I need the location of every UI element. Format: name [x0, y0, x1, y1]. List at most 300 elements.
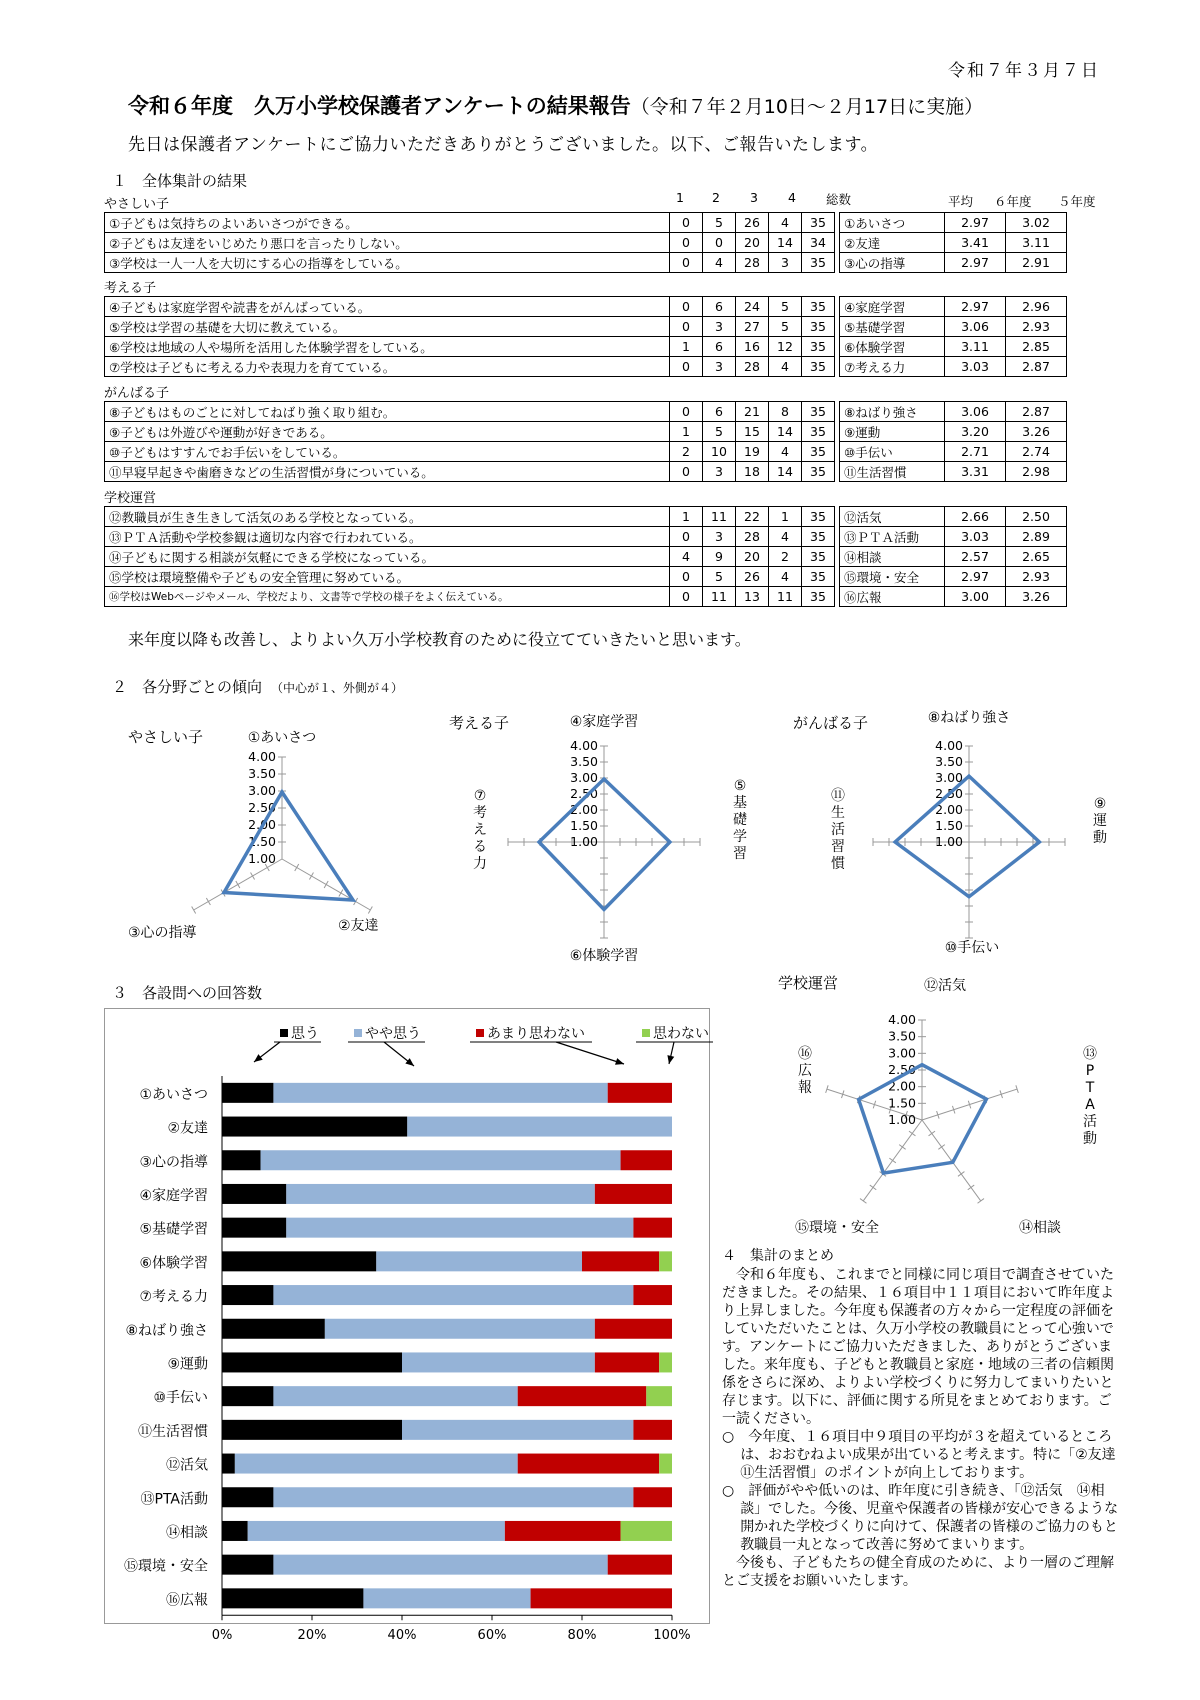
bar-segment [235, 1454, 518, 1474]
count-cell: 4 [670, 547, 703, 567]
bar-segment [633, 1285, 672, 1305]
bar-segment [505, 1521, 621, 1541]
count-cell: 0 [670, 567, 703, 587]
x-tick-label: 20% [297, 1628, 327, 1644]
year6-avg-cell: 3.03 [945, 357, 1006, 377]
radar-tick [339, 890, 343, 897]
section4-heading: ４ 集計のまとめ [722, 1248, 834, 1264]
radar-series [224, 792, 353, 900]
radar-tick-label: 1.00 [888, 1112, 916, 1127]
count-cell: 3 [703, 317, 736, 337]
count-cell: 6 [703, 297, 736, 317]
count-cell: 4 [769, 357, 802, 377]
count-cell: 28 [736, 357, 769, 377]
year5-avg-cell: 3.26 [1006, 587, 1067, 607]
summary-p4: 今後も、子どもたちの健全育成のために、より一層のご理解とご支援をお願いいたします。 [722, 1555, 1114, 1589]
x-tick-label: 100% [653, 1628, 691, 1644]
summary-text [722, 1266, 1130, 1590]
count-cell: 35 [802, 507, 835, 527]
radar-axis-label: 習 [831, 839, 845, 855]
bar-segment [407, 1117, 672, 1137]
bar-segment [222, 1588, 363, 1608]
radar-axis-label: ⑧ねばり強さ [927, 710, 1011, 726]
radar-tick-label: 3.50 [570, 754, 598, 769]
count-cell: 0 [670, 587, 703, 607]
count-cell: 3 [769, 253, 802, 273]
radar-tick [309, 873, 313, 880]
count-cell: 0 [670, 297, 703, 317]
legend-label: あまり思わない [487, 1026, 585, 1042]
count-cell: 0 [670, 462, 703, 482]
count-cell: 35 [802, 253, 835, 273]
bar-segment [286, 1184, 595, 1204]
question-cell: ⑨子どもは外遊びや運動が好きである。 [105, 422, 670, 442]
count-cell: 3 [703, 357, 736, 377]
col-header-5: 総数 [826, 192, 852, 207]
year6-avg-cell: 3.06 [945, 402, 1006, 422]
avg-header: 平均 [948, 194, 974, 209]
radar-axis-label: え [473, 822, 487, 838]
count-cell: 26 [736, 567, 769, 587]
radar-tick-label: 3.50 [935, 754, 963, 769]
category-label: ③心の指導 [139, 1154, 208, 1171]
radar-tick [192, 907, 196, 914]
question-cell: ⑭子どもに関する相談が気軽にできる学校になっている。 [105, 547, 670, 567]
radar-tick [978, 1199, 984, 1204]
abbr-cell: ⑭相談 [840, 547, 945, 567]
legend-arrowhead [667, 1055, 674, 1064]
year6-avg-cell: 3.31 [945, 462, 1006, 482]
radar-axis-label: 生 [831, 805, 845, 821]
legend-swatch [354, 1029, 362, 1037]
intro-text: 先日は保護者アンケートにご協力いただきありがとうございました。以下、ご報告いたします。 [128, 135, 879, 155]
count-cell: 35 [802, 547, 835, 567]
radar-axis-label: 広 [798, 1063, 812, 1079]
year6-avg-cell: 2.97 [945, 253, 1006, 273]
abbr-cell: ⑯広報 [840, 587, 945, 607]
radar-tick-label: 3.00 [248, 783, 276, 798]
count-cell: 1 [670, 507, 703, 527]
count-cell: 8 [769, 402, 802, 422]
bar-segment [222, 1218, 286, 1238]
bar-segment [222, 1083, 273, 1103]
count-cell: 35 [802, 297, 835, 317]
count-cell: 14 [769, 233, 802, 253]
radar-tick-label: 2.00 [935, 802, 963, 817]
count-cell: 35 [802, 337, 835, 357]
bar-segment [222, 1487, 273, 1507]
summary-p2: ○ 今年度、１６項目中９項目の平均が３を超えているところは、おおむねよい成果が出ていると考えます。特に「②友達 ⑪生活習慣」のポイントが向上しております。 [722, 1429, 1130, 1481]
radar-axis-label: ⑤ [733, 778, 747, 794]
count-cell: 0 [703, 233, 736, 253]
question-cell: ⑬ＰＴＡ活動や学校参観は適切な内容で行われている。 [105, 527, 670, 547]
legend-swatch [476, 1029, 484, 1037]
question-cell: ⑪早寝早起きや歯磨きなどの生活習慣が身についている。 [105, 462, 670, 482]
count-cell: 6 [703, 337, 736, 357]
abbr-cell: ⑩手伝い [840, 442, 945, 462]
bar-segment [273, 1386, 517, 1406]
radar-tick [938, 1145, 944, 1150]
col-header-3: 3 [750, 190, 758, 205]
year5-avg-cell: 2.96 [1006, 297, 1067, 317]
summary-p3: ○ 評価がやや低いのは、昨年度に引き続き、「⑫活気 ⑭相談」でした。今後、児童や保護者の皆様が安心できるような開かれた学校づくりに向けて、保護者の皆様のご協力のもと教職員一丸となって改善に努めてまいります。 [722, 1483, 1119, 1553]
radar-tick-label: 3.00 [570, 770, 598, 785]
abbr-cell: ⑧ねばり強さ [840, 402, 945, 422]
legend-label: 思わない [653, 1026, 709, 1042]
question-cell: ⑦学校は子どもに考える力や表現力を育てている。 [105, 357, 670, 377]
count-cell: 14 [769, 462, 802, 482]
bar-segment [608, 1555, 672, 1575]
radar-title: がんばる子 [793, 714, 869, 732]
section1-heading: １ 全体集計の結果 [112, 172, 248, 190]
radar-tick-label: 3.00 [888, 1045, 916, 1061]
year6-avg-cell: 3.41 [945, 233, 1006, 253]
year6-avg-cell: 2.71 [945, 442, 1006, 462]
count-cell: 5 [703, 567, 736, 587]
category-label: ⑨運動 [167, 1356, 208, 1373]
radar-tick-label: 2.50 [935, 786, 963, 801]
bar-segment [363, 1588, 530, 1608]
count-cell: 2 [670, 442, 703, 462]
radar-axis-label: 運 [1093, 813, 1107, 829]
x-tick-label: 0% [211, 1628, 233, 1644]
bar-segment [595, 1352, 659, 1372]
count-cell: 19 [736, 442, 769, 462]
count-cell: 35 [802, 357, 835, 377]
year5-avg-cell: 2.65 [1006, 547, 1067, 567]
category-label: ⑮環境・安全 [124, 1558, 208, 1575]
count-cell: 0 [670, 317, 703, 337]
year5-avg-cell: 2.85 [1006, 337, 1067, 357]
radar-axis-label: T [1085, 1080, 1095, 1096]
title-main: 令和６年度 久万小学校保護者アンケートの結果報告 [128, 94, 631, 118]
abbr-cell: ⑨運動 [840, 422, 945, 442]
radar-axis-label: 習 [733, 846, 747, 862]
radar-tick [236, 881, 240, 888]
count-cell: 1 [670, 422, 703, 442]
count-cell: 21 [736, 402, 769, 422]
category-label: ⑦考える力 [139, 1289, 208, 1306]
bar-segment [222, 1454, 235, 1474]
category-label: ⑯広報 [166, 1592, 208, 1609]
radar-tick-label: 4.00 [570, 738, 598, 753]
radar-axis-label: ⑫活気 [924, 978, 966, 994]
count-cell: 14 [769, 422, 802, 442]
radar-tick [870, 1185, 876, 1190]
radar-tick-label: 2.00 [248, 817, 276, 832]
radar-tick [295, 864, 299, 871]
legend-label: やや思う [365, 1026, 421, 1042]
count-cell: 18 [736, 462, 769, 482]
count-cell: 11 [703, 507, 736, 527]
count-cell: 4 [769, 527, 802, 547]
radar-tick-label: 1.00 [248, 851, 276, 866]
question-cell: ②子どもは友達をいじめたり悪口を言ったりしない。 [105, 233, 670, 253]
legend-swatch [280, 1029, 288, 1037]
abbr-cell: ⑤基礎学習 [840, 317, 945, 337]
count-cell: 2 [769, 547, 802, 567]
radar-tick [206, 898, 210, 905]
bar-segment [659, 1251, 672, 1271]
question-cell: ⑥学校は地域の人や場所を活用した体験学習をしている。 [105, 337, 670, 357]
radar-tick-label: 1.50 [248, 834, 276, 849]
year6-header: ６年度 [994, 194, 1032, 209]
count-cell: 4 [769, 442, 802, 462]
col-header-1: 1 [676, 190, 684, 205]
abbr-cell: ⑪生活習慣 [840, 462, 945, 482]
category-label: ⑥体験学習 [139, 1255, 208, 1272]
bar-segment [595, 1184, 672, 1204]
count-cell: 35 [802, 462, 835, 482]
count-cell: 0 [670, 357, 703, 377]
year6-avg-cell: 2.66 [945, 507, 1006, 527]
year5-avg-cell: 2.87 [1006, 402, 1067, 422]
question-cell: ⑩子どもはすすんでお手伝いをしている。 [105, 442, 670, 462]
count-cell: 6 [703, 402, 736, 422]
bar-segment [222, 1420, 402, 1440]
radar-tick [968, 1185, 974, 1190]
count-cell: 22 [736, 507, 769, 527]
year6-avg-cell: 2.97 [945, 567, 1006, 587]
bar-segment [325, 1319, 595, 1339]
count-cell: 16 [736, 337, 769, 357]
bar-segment [659, 1454, 672, 1474]
abbr-cell: ②友達 [840, 233, 945, 253]
bar-segment [621, 1150, 672, 1170]
year6-avg-cell: 3.03 [945, 527, 1006, 547]
year6-avg-cell: 3.06 [945, 317, 1006, 337]
count-cell: 3 [703, 462, 736, 482]
radar-tick-label: 4.00 [248, 749, 276, 764]
bar-segment [222, 1150, 261, 1170]
count-cell: 15 [736, 422, 769, 442]
year6-avg-cell: 3.00 [945, 587, 1006, 607]
radar-tick-label: 4.00 [888, 1012, 916, 1027]
year5-header: ５年度 [1058, 194, 1096, 209]
bar-segment [222, 1386, 273, 1406]
count-cell: 12 [769, 337, 802, 357]
count-cell: 11 [769, 587, 802, 607]
stacked-bar-chart [104, 1008, 710, 1644]
count-cell: 34 [802, 233, 835, 253]
year6-avg-cell: 2.57 [945, 547, 1006, 567]
count-cell: 0 [670, 253, 703, 273]
category-label: ⑬PTA活動 [140, 1491, 208, 1508]
question-cell: ③学校は一人一人を大切にする心の指導をしている。 [105, 253, 670, 273]
radar-title: やさしい子 [128, 728, 204, 746]
bar-segment [273, 1555, 607, 1575]
radar-tick [958, 1172, 964, 1177]
bar-segment [518, 1454, 659, 1474]
legend-swatch [642, 1029, 650, 1037]
year6-avg-cell: 3.11 [945, 337, 1006, 357]
radar-axis-label: ⑨ [1093, 796, 1107, 812]
radar-axis-label: る [473, 839, 487, 855]
count-cell: 0 [670, 213, 703, 233]
count-cell: 4 [703, 253, 736, 273]
year5-avg-cell: 2.93 [1006, 567, 1067, 587]
bar-segment [248, 1521, 505, 1541]
count-cell: 9 [703, 547, 736, 567]
abbr-cell: ①あいさつ [840, 213, 945, 233]
radar-tick [929, 1131, 935, 1136]
count-cell: 35 [802, 422, 835, 442]
abbr-cell: ⑦考える力 [840, 357, 945, 377]
year6-avg-cell: 2.97 [945, 297, 1006, 317]
count-cell: 26 [736, 213, 769, 233]
count-cell: 35 [802, 317, 835, 337]
year5-avg-cell: 2.91 [1006, 253, 1067, 273]
category-label: ⑫活気 [166, 1457, 208, 1474]
count-cell: 5 [769, 317, 802, 337]
abbr-cell: ⑮環境・安全 [840, 567, 945, 587]
x-tick-label: 40% [387, 1628, 417, 1644]
col-header-4: 4 [788, 190, 796, 205]
category-label: ⑩手伝い [153, 1390, 208, 1407]
radar-tick [889, 1158, 895, 1163]
x-tick-label: 80% [567, 1628, 597, 1644]
bar-segment [261, 1150, 621, 1170]
year5-avg-cell: 3.02 [1006, 213, 1067, 233]
radar-axis-label: 動 [1093, 830, 1107, 846]
radar-axis-label: 動 [1083, 1131, 1097, 1147]
count-cell: 35 [802, 442, 835, 462]
year5-avg-cell: 2.98 [1006, 462, 1067, 482]
legend-arrowhead [405, 1058, 414, 1066]
count-cell: 20 [736, 547, 769, 567]
question-cell: ⑫教職員が生き生きして活気のある学校となっている。 [105, 507, 670, 527]
bar-segment [518, 1386, 647, 1406]
radar-tick-label: 1.50 [935, 818, 963, 833]
count-cell: 11 [703, 587, 736, 607]
bar-segment [222, 1285, 273, 1305]
radar-axis-label: ①あいさつ [247, 730, 317, 746]
bar-segment [376, 1251, 582, 1271]
year5-avg-cell: 2.50 [1006, 507, 1067, 527]
bar-segment [273, 1285, 633, 1305]
radar-tick [251, 873, 255, 880]
section3-heading: ３ 各設問への回答数 [112, 984, 263, 1002]
radar-tick-label: 2.00 [888, 1078, 916, 1094]
question-cell: ⑯学校はWebページやメール、学校だより、文書等で学校の様子をよく伝えている。 [105, 587, 670, 607]
radar-tick-label: 1.00 [570, 834, 598, 849]
bar-segment [222, 1352, 402, 1372]
category-label: ⑪生活習慣 [138, 1423, 208, 1440]
category-label: ⑭相談 [166, 1524, 208, 1541]
legend-arrowhead [254, 1054, 263, 1062]
group-label: やさしい子 [104, 197, 170, 212]
question-cell: ⑮学校は環境整備や子どもの安全管理に努めている。 [105, 567, 670, 587]
question-cell: ④子どもは家庭学習や読書をがんばっている。 [105, 297, 670, 317]
radar-axis-label: 学 [733, 829, 747, 845]
category-label: ⑤基礎学習 [139, 1221, 208, 1238]
radar-tick [860, 1199, 866, 1204]
count-cell: 35 [802, 402, 835, 422]
radar-axis-label: 報 [798, 1080, 812, 1096]
bar-segment [222, 1251, 376, 1271]
count-cell: 35 [802, 567, 835, 587]
year5-avg-cell: 3.26 [1006, 422, 1067, 442]
abbr-cell: ⑫活気 [840, 507, 945, 527]
bar-segment [633, 1420, 672, 1440]
radar-tick-label: 2.50 [248, 800, 276, 815]
radar-axis-label: ⑭相談 [1019, 1220, 1061, 1236]
radar-tick [324, 881, 328, 888]
year5-avg-cell: 2.89 [1006, 527, 1067, 547]
radar-tick-label: 2.50 [570, 786, 598, 801]
bar-segment [273, 1083, 607, 1103]
category-label: ⑧ねばり強さ [125, 1322, 208, 1339]
count-cell: 4 [769, 213, 802, 233]
radar-tick-label: 2.50 [888, 1062, 916, 1077]
bar-segment [222, 1521, 248, 1541]
count-cell: 5 [703, 422, 736, 442]
abbr-cell: ⑥体験学習 [840, 337, 945, 357]
count-cell: 24 [736, 297, 769, 317]
count-cell: 4 [769, 567, 802, 587]
radar-axis-label: 考 [473, 805, 487, 821]
radar-axis-label: ⑩手伝い [944, 940, 1000, 956]
radar-tick [899, 1145, 905, 1150]
radar-tick-label: 3.00 [935, 770, 963, 785]
closing-text: 来年度以降も改善し、よりよい久万小学校教育のために役立てていきたいと思います。 [128, 630, 751, 649]
legend-arrowhead [615, 1058, 624, 1065]
count-cell: 28 [736, 527, 769, 547]
bar-segment [402, 1352, 595, 1372]
bar-segment [222, 1184, 286, 1204]
abbr-cell: ④家庭学習 [840, 297, 945, 317]
radar-tick [909, 1131, 915, 1136]
count-cell: 1 [769, 507, 802, 527]
count-cell: 28 [736, 253, 769, 273]
year5-avg-cell: 3.11 [1006, 233, 1067, 253]
radar-axis-label: 活 [831, 822, 845, 838]
radar-title: 考える子 [449, 714, 510, 732]
radar-axis-label: ⑯ [798, 1046, 812, 1062]
question-cell: ⑧子どもはものごとに対してねばり強く取り組む。 [105, 402, 670, 422]
radar-tick-label: 1.00 [935, 834, 963, 849]
radar-axis-label: ④家庭学習 [569, 714, 639, 730]
count-cell: 27 [736, 317, 769, 337]
legend-arrow [556, 1042, 624, 1064]
bar-segment [222, 1319, 325, 1339]
group-label: がんばる子 [104, 386, 170, 401]
bar-segment [222, 1117, 407, 1137]
bar-segment [531, 1588, 672, 1608]
section2-title: ２ 各分野ごとの傾向 [112, 678, 263, 696]
count-cell: 5 [703, 213, 736, 233]
radar-axis-label: ⑬ [1083, 1046, 1097, 1062]
radar-tick-label: 3.50 [248, 766, 276, 781]
bar-segment [286, 1218, 633, 1238]
count-cell: 35 [802, 587, 835, 607]
radar-scale-note: （中心が１、外側が４） [277, 681, 404, 695]
col-header-2: 2 [712, 190, 720, 205]
question-cell: ①子どもは気持ちのよいあいさつができる。 [105, 213, 670, 233]
radar-axis-label: 力 [473, 856, 487, 872]
category-label: ④家庭学習 [139, 1187, 208, 1204]
category-label: ②友達 [167, 1120, 208, 1137]
year6-avg-cell: 3.20 [945, 422, 1006, 442]
radar-axis-label: ⑮環境・安全 [795, 1220, 879, 1236]
count-cell: 5 [769, 297, 802, 317]
bar-segment [633, 1218, 672, 1238]
count-cell: 35 [802, 527, 835, 547]
radar-tick-label: 3.50 [888, 1028, 916, 1044]
radar-tick-label: 4.00 [935, 738, 963, 753]
count-cell: 13 [736, 587, 769, 607]
year5-avg-cell: 2.74 [1006, 442, 1067, 462]
